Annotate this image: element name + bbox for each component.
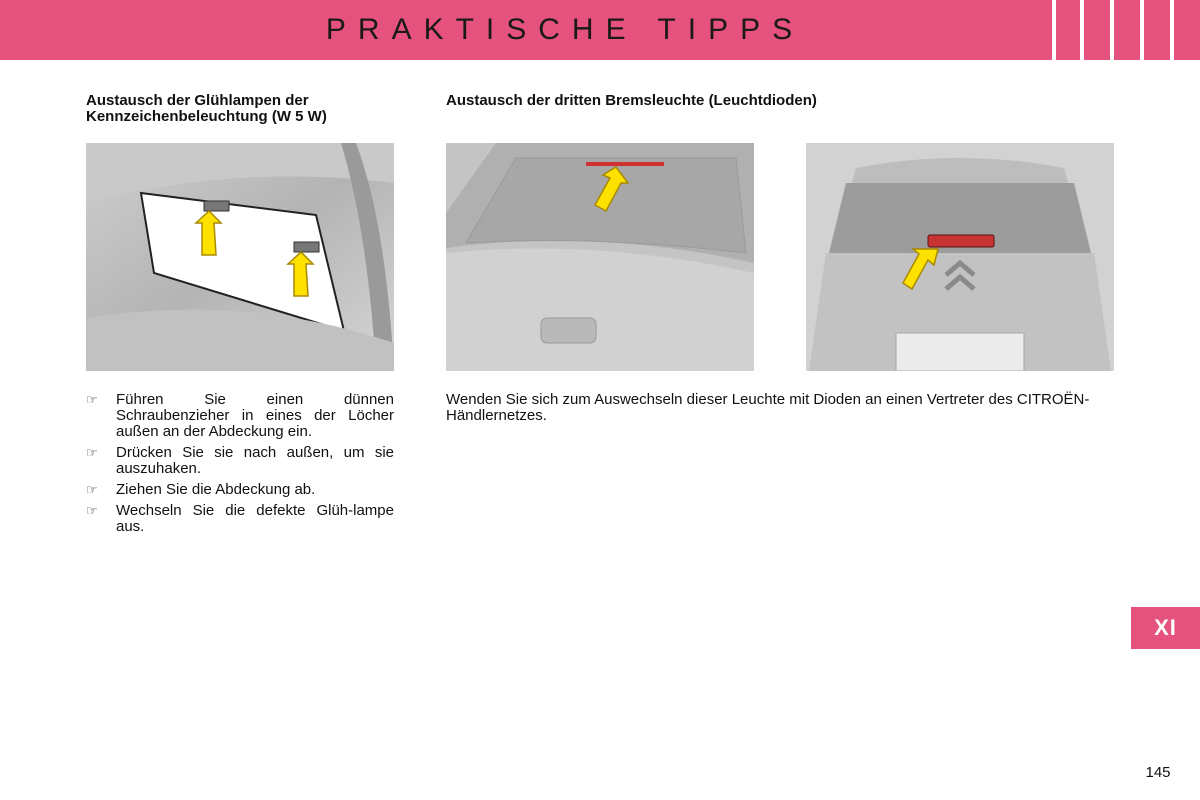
section-heading-third-brake-light: Austausch der dritten Bremsleuchte (Leuchtdioden): [446, 92, 817, 109]
header-bar: [0, 0, 1200, 60]
brake-light-note: Wenden Sie sich zum Auswechseln dieser Leuchte mit Dioden an einen Vertreter des CITROËN-Händlernetzes.: [446, 391, 1090, 424]
page-number: 145: [1145, 764, 1171, 781]
section-heading-license-plate-lamp: Austausch der Glühlampen der Kennzeichenbeleuchtung (W 5 W): [86, 92, 327, 125]
pointing-hand-icon: ☞: [86, 482, 98, 497]
license-plate-lamp-photo: [86, 143, 394, 371]
header-stripe: [1110, 0, 1114, 60]
list-item: [86, 445, 394, 477]
list-item: [86, 503, 394, 535]
instruction-list: [86, 392, 394, 540]
page-title: PRAKTISCHE TIPPS: [325, 13, 805, 46]
chapter-tab: XI: [1131, 607, 1200, 649]
header-stripe: [1052, 0, 1056, 60]
list-item: [86, 392, 394, 440]
list-item: [86, 482, 394, 498]
rear-window-brake-light-photo: [446, 143, 754, 371]
list-item-text: Führen Sie einen dünnen Schraubenzieher in eines der Löcher außen an der Abdeckung ein.: [116, 391, 394, 440]
car-rear-brake-light-photo: [806, 143, 1114, 371]
header-stripe: [1170, 0, 1174, 60]
list-item-text: Ziehen Sie die Abdeckung ab.: [116, 481, 316, 498]
pointing-hand-icon: ☞: [86, 392, 98, 407]
pointing-hand-icon: ☞: [86, 503, 98, 518]
list-item-text: Drücken Sie sie nach außen, um sie auszuhaken.: [116, 444, 394, 477]
pointing-hand-icon: ☞: [86, 445, 98, 460]
header-stripe: [1140, 0, 1144, 60]
header-stripe: [1080, 0, 1084, 60]
list-item-text: Wechseln Sie die defekte Glüh-lampe aus.: [116, 502, 394, 535]
